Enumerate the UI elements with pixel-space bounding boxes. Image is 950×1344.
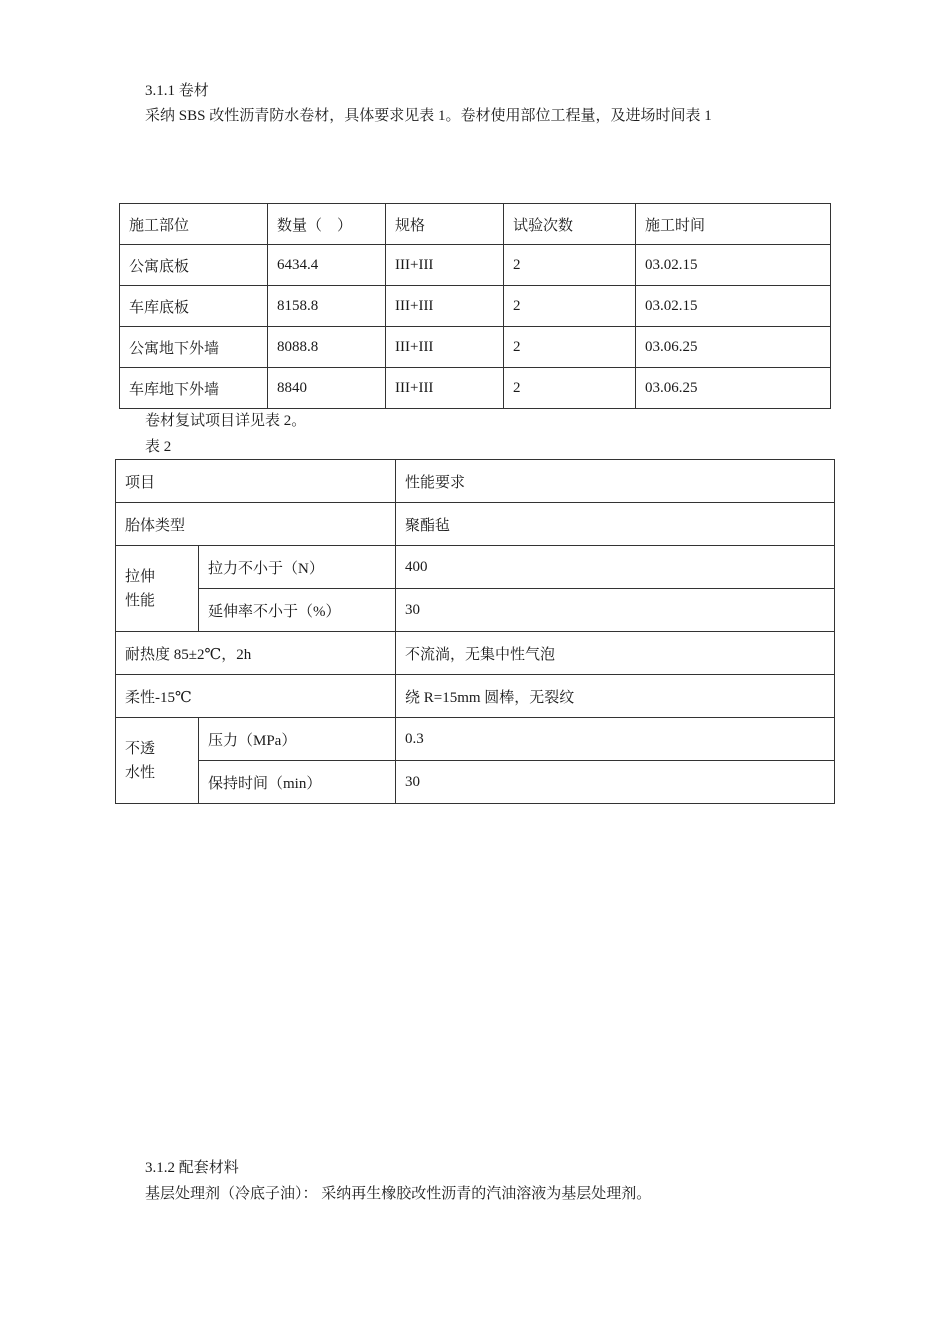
header-cell: 试验次数 (504, 204, 636, 245)
section-text: 基层处理剂（冷底子油）： 采纳再生橡胶改性沥青的汽油溶液为基层处理剂。 (145, 1186, 652, 1202)
table-cell: 柔性-15℃ (116, 675, 396, 718)
table-2 (115, 459, 835, 804)
table-cell: 8840 (268, 368, 386, 409)
table-cell: 03.02.15 (636, 286, 831, 327)
table-cell: 30 (396, 761, 835, 804)
table-cell: 400 (396, 546, 835, 589)
table-cell: 2 (504, 327, 636, 368)
table-cell: 不流淌，无集中性气泡 (396, 632, 835, 675)
table-cell: 车库底板 (120, 286, 268, 327)
table-cell: 绕 R=15mm 圆棒，无裂纹 (396, 675, 835, 718)
table-cell: 拉力不小于（N） (199, 546, 396, 589)
table-row (116, 718, 835, 761)
table-cell: 03.06.25 (636, 368, 831, 409)
table-row (120, 286, 831, 327)
table-cell: 2 (504, 245, 636, 286)
table-cell: 8088.8 (268, 327, 386, 368)
header-cell: 数量（ ） (268, 204, 386, 245)
table-row (116, 546, 835, 589)
header-cell-requirement: 性能要求 (396, 460, 835, 503)
table-cell: III+III (386, 327, 504, 368)
table-row (116, 761, 835, 804)
table-header-row (120, 204, 831, 245)
table-row (116, 503, 835, 546)
section-heading-312: 3.1.2 配套材料 (145, 1160, 239, 1176)
table-cell: III+III (386, 368, 504, 409)
header-cell: 施工部位 (120, 204, 268, 245)
table-cell: III+III (386, 286, 504, 327)
table-2-caption: 表 2 (145, 439, 172, 455)
table-row (116, 589, 835, 632)
table-cell: 6434.4 (268, 245, 386, 286)
table-cell: 03.02.15 (636, 245, 831, 286)
section-heading-311: 3.1.1 卷材 (145, 83, 209, 99)
table-cell: 公寓地下外墙 (120, 327, 268, 368)
retest-note: 卷材复试项目详见表 2。 (145, 413, 307, 429)
table-cell: 胎体类型 (116, 503, 396, 546)
table-cell: 公寓底板 (120, 245, 268, 286)
table-row (120, 245, 831, 286)
table-cell: 压力（MPa） (199, 718, 396, 761)
section-intro: 采纳 SBS 改性沥青防水卷材，具体要求见表 1。卷材使用部位工程量，及进场时间表 1 (145, 108, 712, 124)
table-cell: 0.3 (396, 718, 835, 761)
group-cell-impermeability: 不透 水性 (116, 718, 199, 804)
table-cell: 保持时间（min） (199, 761, 396, 804)
table-row (116, 675, 835, 718)
table-cell: 耐热度 85±2℃，2h (116, 632, 396, 675)
table-cell: 延伸率不小于（%） (199, 589, 396, 632)
table-row (116, 632, 835, 675)
table-1 (119, 203, 831, 409)
header-cell-item: 项目 (116, 460, 396, 503)
header-cell: 规格 (386, 204, 504, 245)
table-cell: 2 (504, 286, 636, 327)
table-cell: 30 (396, 589, 835, 632)
table-row (120, 368, 831, 409)
table-cell: 03.06.25 (636, 327, 831, 368)
table-cell: 8158.8 (268, 286, 386, 327)
group-cell-tensile: 拉伸 性能 (116, 546, 199, 632)
table-cell: 车库地下外墙 (120, 368, 268, 409)
header-cell: 施工时间 (636, 204, 831, 245)
table-row (120, 327, 831, 368)
table-cell: III+III (386, 245, 504, 286)
table-header-row (116, 460, 835, 503)
table-cell: 2 (504, 368, 636, 409)
table-cell: 聚酯毡 (396, 503, 835, 546)
